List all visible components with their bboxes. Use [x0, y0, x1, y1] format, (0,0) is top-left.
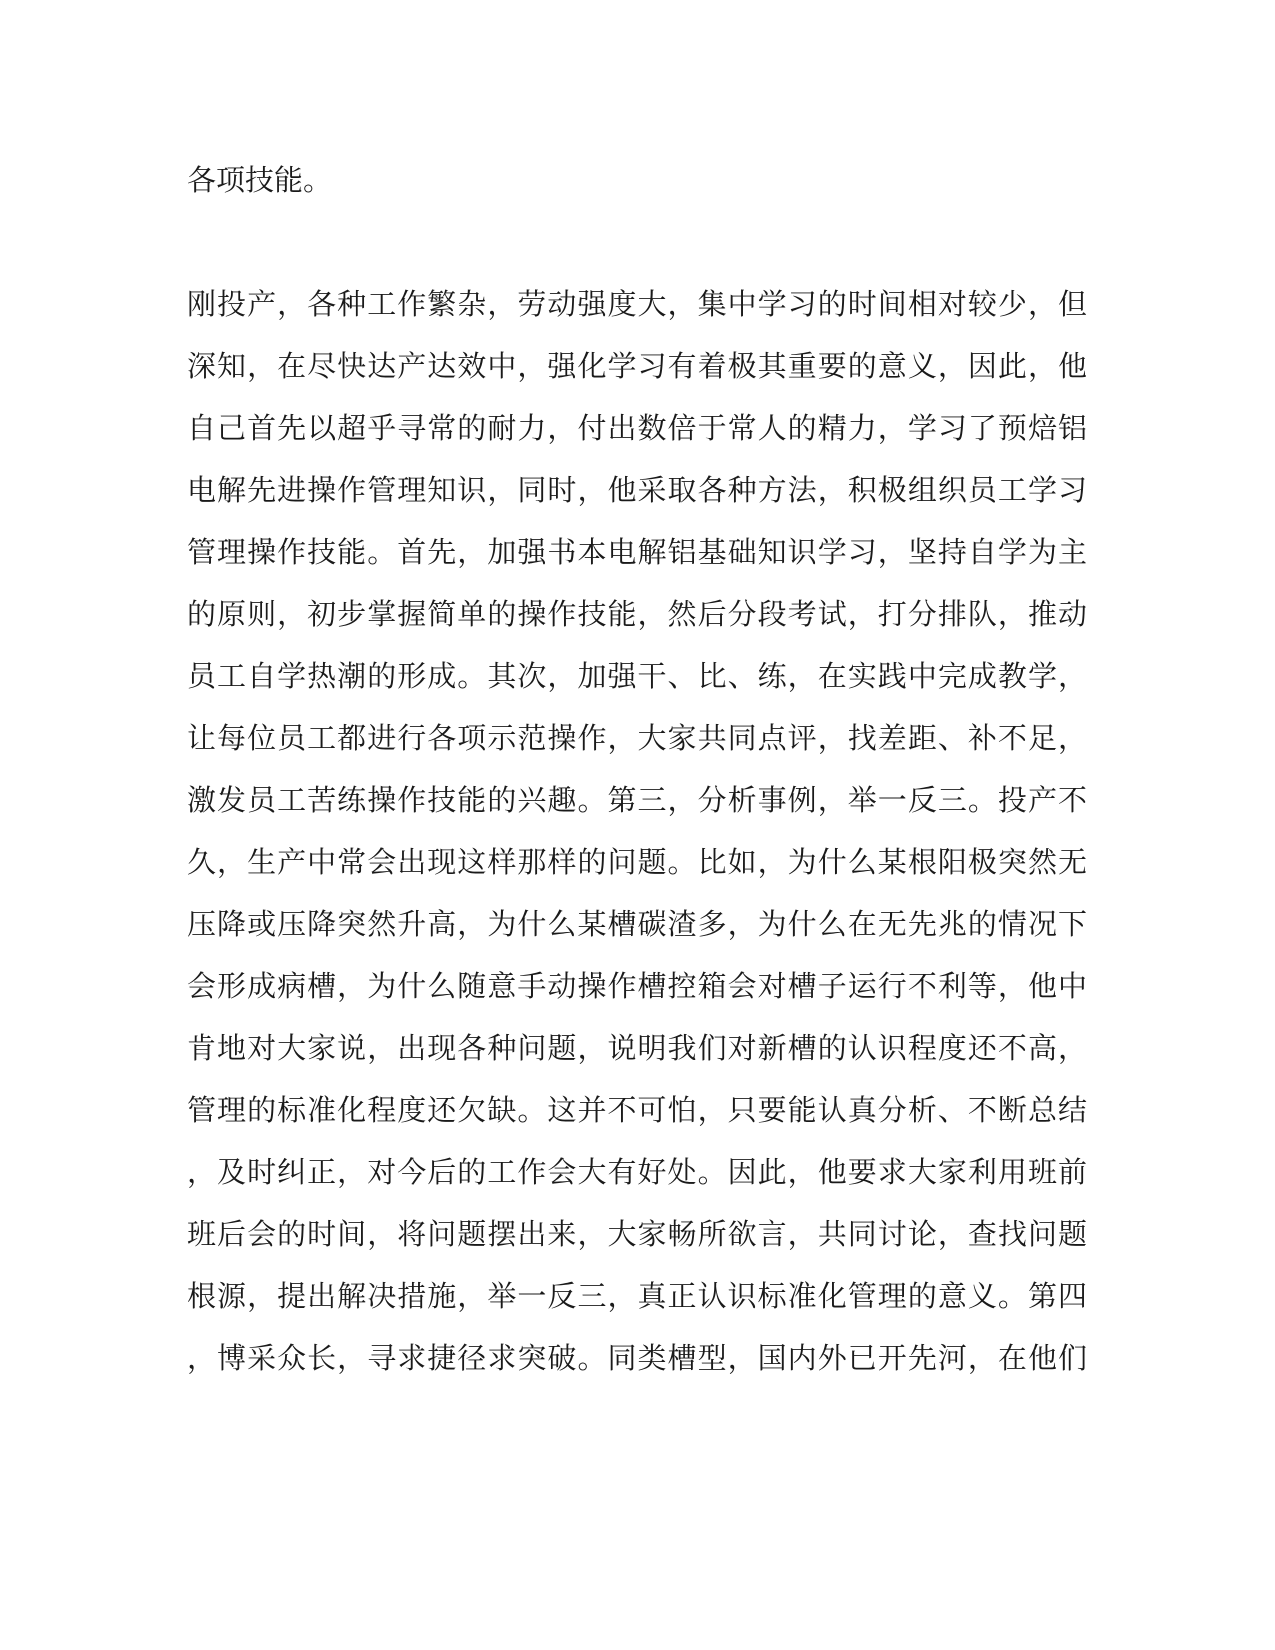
text-line-2: 刚投产，各种工作繁杂，劳动强度大，集中学习的时间相对较少，但 — [187, 287, 1087, 321]
text-line-18: 根源，提出解决措施，举一反三，真正认识标准化管理的意义。第四 — [187, 1279, 1087, 1313]
text-line-9: 让每位员工都进行各项示范操作，大家共同点评，找差距、补不足， — [187, 721, 1087, 755]
text-line-3: 深知，在尽快达产达效中，强化学习有着极其重要的意义，因此，他 — [187, 349, 1087, 383]
text-line-17: 班后会的时间，将问题摆出来，大家畅所欲言，共同讨论，查找问题 — [187, 1217, 1087, 1251]
text-line-19: ，博采众长，寻求捷径求突破。同类槽型，国内外已开先河，在他们 — [187, 1341, 1087, 1375]
text-line-1: 各项技能。 — [187, 163, 333, 197]
text-line-4: 自己首先以超乎寻常的耐力，付出数倍于常人的精力，学习了预焙铝 — [187, 411, 1087, 445]
text-line-10: 激发员工苦练操作技能的兴趣。第三，分析事例，举一反三。投产不 — [187, 783, 1087, 817]
text-line-13: 会形成病槽，为什么随意手动操作槽控箱会对槽子运行不利等，他中 — [187, 969, 1087, 1003]
text-line-5: 电解先进操作管理知识，同时，他采取各种方法，积极组织员工学习 — [187, 473, 1087, 507]
text-line-12: 压降或压降突然升高，为什么某槽碳渣多，为什么在无先兆的情况下 — [187, 907, 1087, 941]
text-line-15: 管理的标准化程度还欠缺。这并不可怕，只要能认真分析、不断总结 — [187, 1093, 1087, 1127]
text-line-11: 久，生产中常会出现这样那样的问题。比如，为什么某根阳极突然无 — [187, 845, 1087, 879]
text-line-8: 员工自学热潮的形成。其次，加强干、比、练，在实践中完成教学， — [187, 659, 1087, 693]
text-line-7: 的原则，初步掌握简单的操作技能，然后分段考试，打分排队，推动 — [187, 597, 1087, 631]
text-line-16: ，及时纠正，对今后的工作会大有好处。因此，他要求大家利用班前 — [187, 1155, 1087, 1189]
text-line-14: 肯地对大家说，出现各种问题，说明我们对新槽的认识程度还不高， — [187, 1031, 1087, 1065]
text-line-6: 管理操作技能。首先，加强书本电解铝基础知识学习，坚持自学为主 — [187, 535, 1087, 569]
